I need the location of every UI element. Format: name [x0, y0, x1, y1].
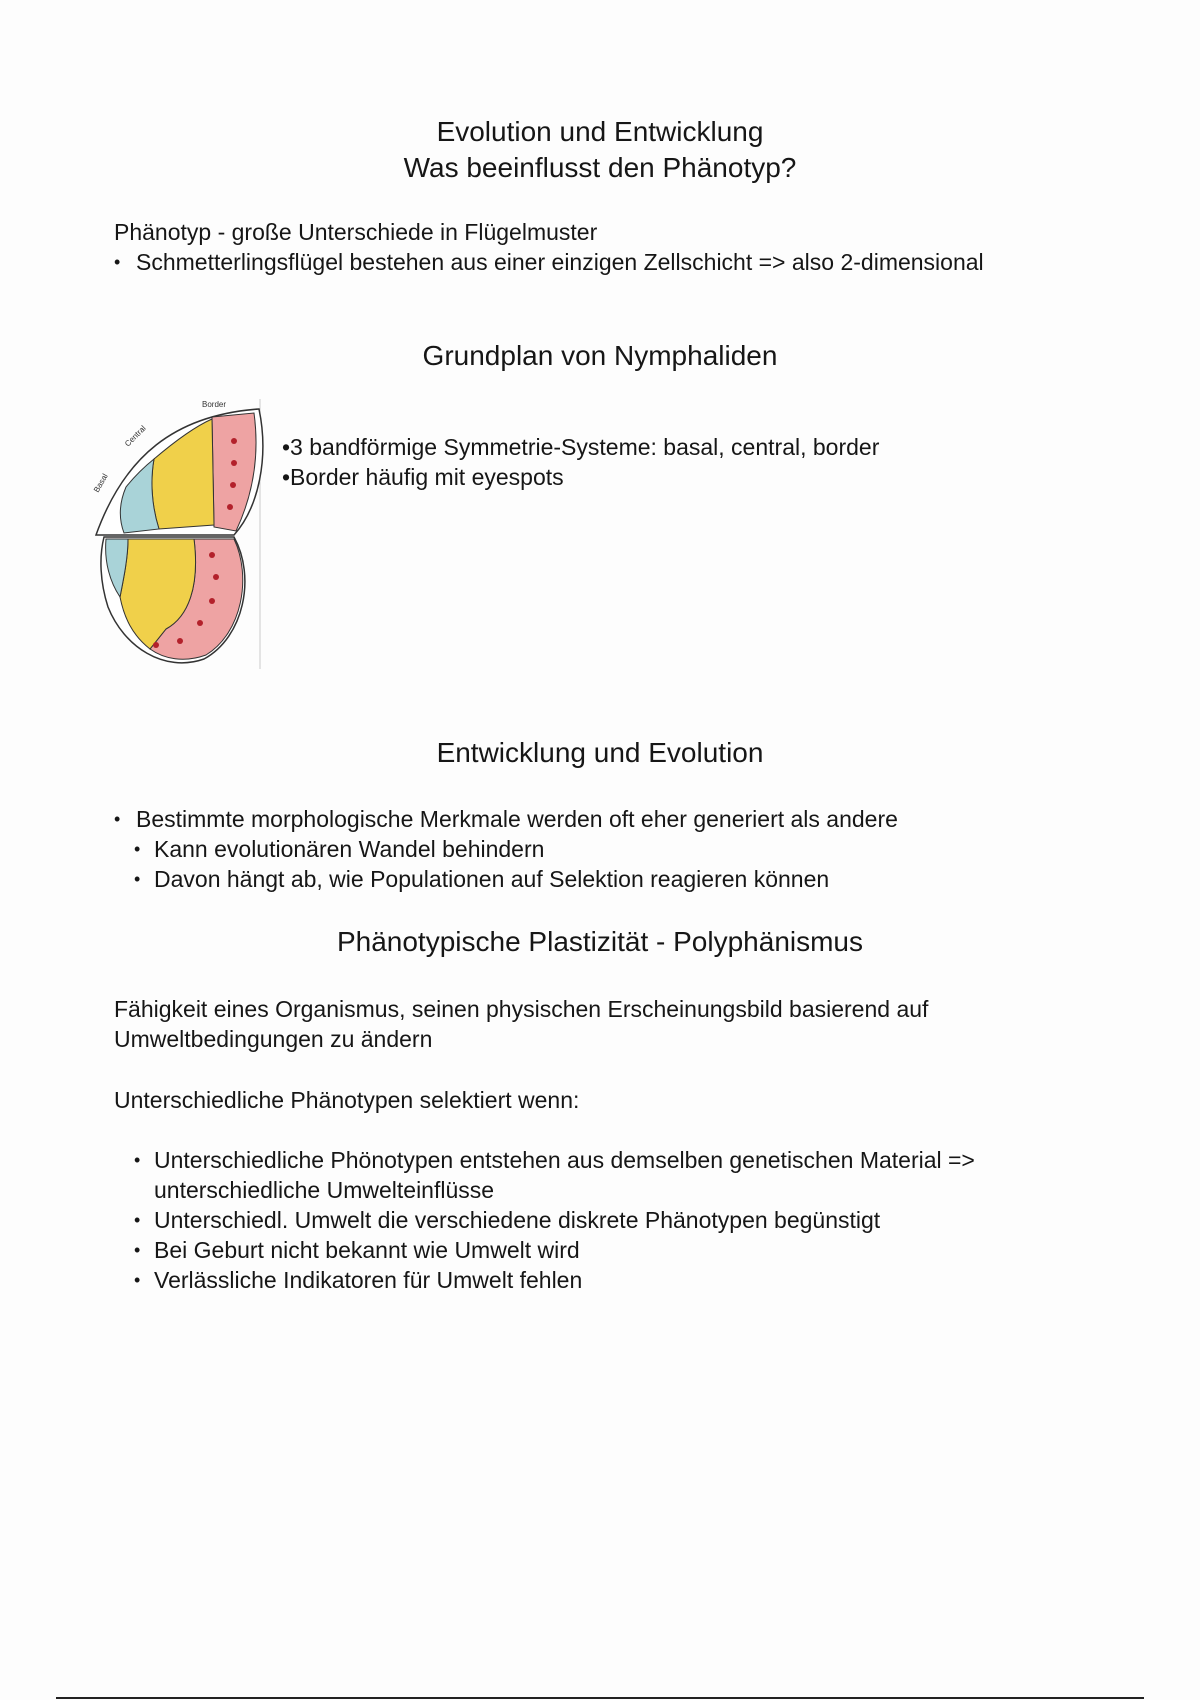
condition-item: • Unterschiedl. Umwelt die verschiedene diskrete Phänotypen begünstigt — [134, 1205, 1074, 1235]
condition-item: • Verlässliche Indikatoren für Umwelt fehlen — [134, 1265, 1074, 1295]
entwicklung-bullet-list — [114, 804, 1064, 834]
butterfly-wing-diagram — [84, 397, 264, 673]
selection-intro: Unterschiedliche Phänotypen selektiert wenn: — [114, 1087, 580, 1113]
plastizitaet-definition: Fähigkeit eines Organismus, seinen physischen Erscheinungsbild basierend auf Umweltbedingungen zu ändern — [114, 996, 929, 1052]
entwicklung-sub-bullet: • Kann evolutionären Wandel behindern — [134, 834, 1034, 864]
bottom-divider — [56, 1697, 1144, 1699]
intro-bullet-list — [114, 247, 994, 277]
plastizitaet-heading: Phänotypische Plastizität - Polyphänismus — [336, 926, 864, 957]
nymphaliden-heading: Grundplan von Nymphaliden — [422, 340, 778, 371]
intro-bullet: • Schmetterlingsflügel bestehen aus einer einzigen Zellschicht => also 2-dimensional — [114, 247, 994, 277]
intro-text: Phänotyp - große Unterschiede in Flügelmuster — [114, 219, 598, 245]
page-subtitle: Was beeinflusst den Phänotyp? — [403, 152, 797, 183]
nymphaliden-point-1: •3 bandförmige Symmetrie-Systeme: basal, central, border — [282, 434, 880, 460]
condition-item: • Unterschiedliche Phönotypen entstehen aus demselben genetischen Material => unterschiedliche Umwelteinflüsse — [134, 1145, 1074, 1205]
entwicklung-bullet: • Bestimmte morphologische Merkmale werden oft eher generiert als andere — [114, 804, 1064, 834]
label-central: Central — [123, 423, 148, 449]
entwicklung-sub-bullet: • Davon hängt ab, wie Populationen auf Selektion reagieren können — [134, 864, 1034, 894]
label-border: Border — [202, 400, 227, 409]
nymphaliden-point-2: •Border häufig mit eyespots — [282, 464, 564, 490]
conditions-list — [134, 1145, 1074, 1295]
page-title: Evolution und Entwicklung — [436, 116, 764, 147]
condition-item: • Bei Geburt nicht bekannt wie Umwelt wird — [134, 1235, 1074, 1265]
label-basal: Basal — [91, 472, 110, 494]
entwicklung-heading: Entwicklung und Evolution — [436, 737, 764, 768]
entwicklung-sub-list — [134, 834, 1034, 894]
